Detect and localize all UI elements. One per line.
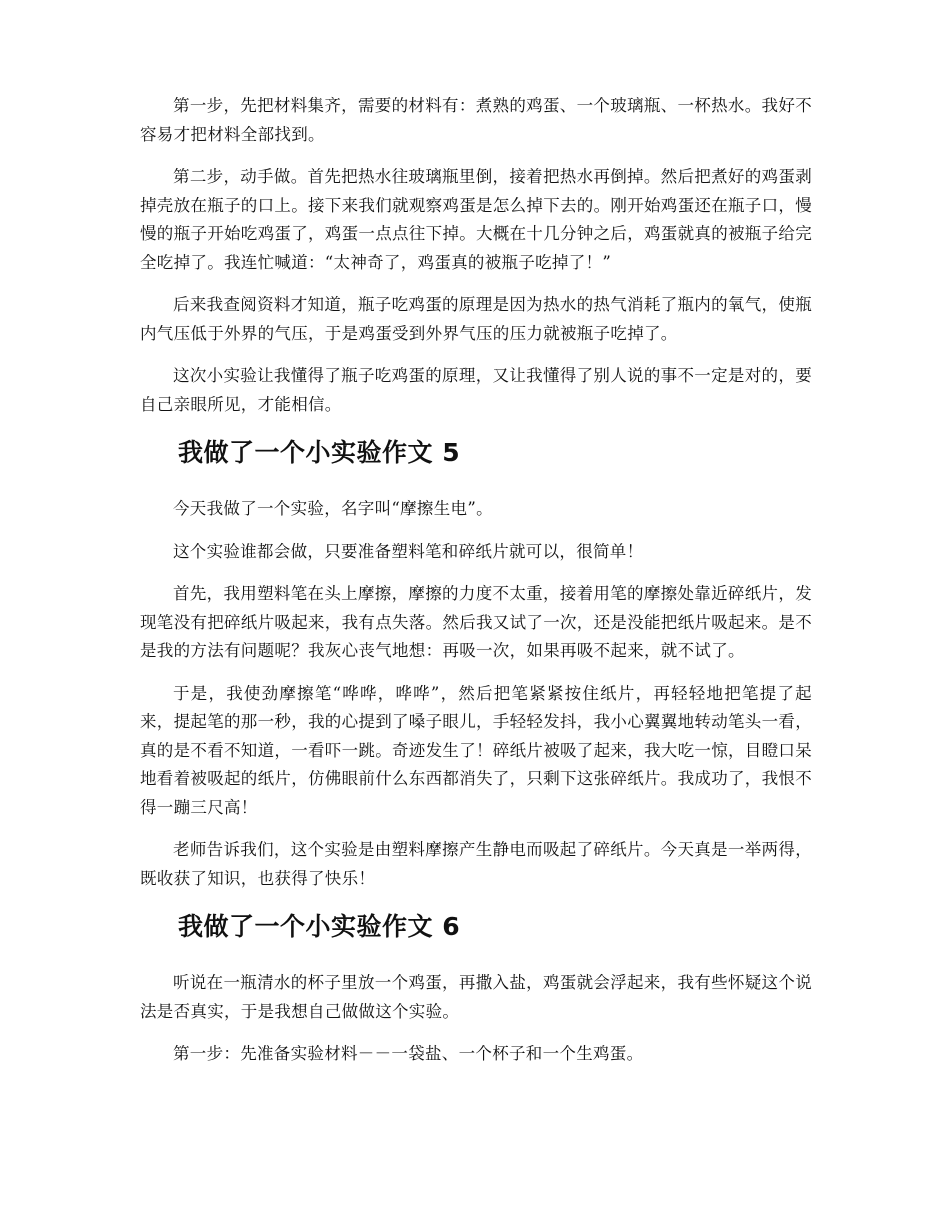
paragraph-conclusion: 这次小实验让我懂得了瓶子吃鸡蛋的原理，又让我懂得了别人说的事不一定是对的，要自己亲眼所见，才能相信。 [140, 366, 812, 414]
paragraph-5-conclusion: 老师告诉我们，这个实验是由塑料摩擦产生静电而吸起了碎纸片。今天真是一举两得，既收获了知识，也获得了快乐！ [140, 840, 812, 888]
paragraph-explanation: 后来我查阅资料才知道，瓶子吃鸡蛋的原理是因为热水的热气消耗了瓶内的氧气，使瓶内气压低于外界的气压，于是鸡蛋受到外界气压的压力就被瓶子吃掉了。 [140, 295, 812, 343]
paragraph-5-success: 于是，我使劲摩擦笔“哗哗，哗哗”，然后把笔紧紧按住纸片，再轻轻地把笔提了起来，提起笔的那一秒，我的心提到了嗓子眼儿，手轻轻发抖，我小心翼翼地转动笔头一看，真的是不看不知道，一看吓一跳。奇迹发生了！碎纸片被吸了起来，我大吃一惊，目瞪口呆地看着被吸起的纸片，仿佛眼前什么东西都消失了，只剩下这张碎纸片。我成功了，我恨不得一蹦三尺高！ [140, 683, 812, 817]
section-heading-5: 我做了一个小实验作文 5 [178, 438, 461, 467]
paragraph-5-intro: 今天我做了一个实验，名字叫“摩擦生电”。 [173, 499, 493, 518]
paragraph-6-intro: 听说在一瓶清水的杯子里放一个鸡蛋，再撒入盐，鸡蛋就会浮起来，我有些怀疑这个说法是否真实，于是我想自己做做这个实验。 [140, 973, 812, 1021]
paragraph-5-materials: 这个实验谁都会做，只要准备塑料笔和碎纸片就可以，很简单！ [173, 541, 644, 561]
paragraph-step-one: 第一步，先把材料集齐，需要的材料有：煮熟的鸡蛋、一个玻璃瓶、一杯热水。我好不容易才把材料全部找到。 [140, 96, 812, 144]
paragraph-step-two: 第二步，动手做。首先把热水往玻璃瓶里倒，接着把热水再倒掉。然后把煮好的鸡蛋剥掉壳放在瓶子的口上。接下来我们就观察鸡蛋是怎么掉下去的。刚开始鸡蛋还在瓶子口，慢慢的瓶子开始吃鸡蛋了，鸡蛋一点点往下掉。大概在十几分钟之后，鸡蛋就真的被瓶子给完全吃掉了。我连忙喊道：“太神奇了，鸡蛋真的被瓶子吃掉了！” [140, 167, 812, 272]
paragraph-6-step-one: 第一步：先准备实验材料－－一袋盐、一个杯子和一个生鸡蛋。 [173, 1044, 644, 1063]
section-heading-6: 我做了一个小实验作文 6 [178, 912, 461, 941]
paragraph-5-first-try: 首先，我用塑料笔在头上摩擦，摩擦的力度不太重，接着用笔的摩擦处靠近碎纸片，发现笔没有把碎纸片吸起来，我有点失落。然后我又试了一次，还是没能把纸片吸起来。是不是我的方法有问题呢？我灰心丧气地想：再吸一次，如果再吸不起来，就不试了。 [140, 584, 812, 660]
document-page [140, 92, 812, 1083]
